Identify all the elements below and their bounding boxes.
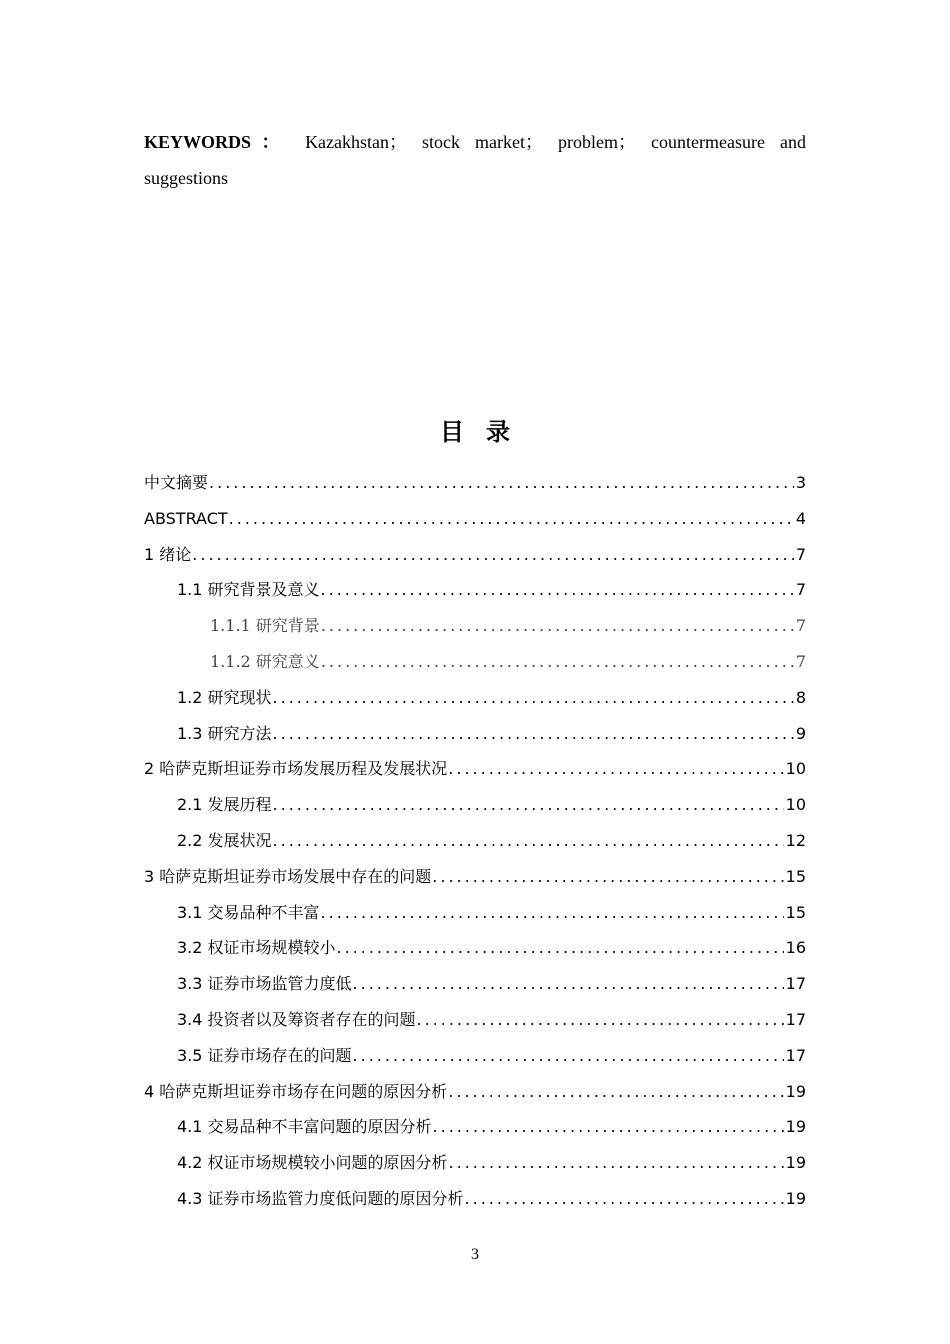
- toc-entry-page: 8: [795, 687, 806, 707]
- toc-dot-leader: [417, 1002, 784, 1038]
- toc-entry[interactable]: [144, 608, 806, 644]
- toc-entry-title: 1 绪论: [144, 544, 192, 564]
- table-of-contents: [144, 465, 806, 1217]
- toc-dot-leader: [448, 751, 783, 787]
- toc-dot-leader: [465, 1181, 784, 1217]
- toc-entry-title: 1.2 研究现状: [177, 687, 272, 707]
- toc-dot-leader: [321, 644, 794, 680]
- toc-entry[interactable]: [144, 716, 806, 752]
- toc-entry-page: 17: [785, 1045, 806, 1065]
- toc-dot-leader: [321, 895, 784, 931]
- toc-entry-title: 4.3 证券市场监管力度低问题的原因分析: [177, 1188, 464, 1208]
- toc-entry-page: 17: [785, 1009, 806, 1029]
- toc-entry-title: 2.1 发展历程: [177, 795, 272, 815]
- toc-entry[interactable]: [144, 537, 806, 573]
- toc-entry-page: 17: [785, 974, 806, 994]
- toc-entry-page: 15: [785, 866, 806, 886]
- toc-entry-page: 12: [785, 830, 806, 850]
- toc-entry[interactable]: [144, 1038, 806, 1074]
- toc-entry-title: 3.4 投资者以及筹资者存在的问题: [177, 1009, 416, 1029]
- toc-entry[interactable]: [144, 787, 806, 823]
- toc-title: 目录: [440, 418, 532, 446]
- keywords-label: KEYWORDS：: [144, 132, 291, 152]
- toc-dot-leader: [433, 1109, 784, 1145]
- toc-entry-page: 19: [785, 1117, 806, 1137]
- toc-entry[interactable]: [144, 895, 806, 931]
- toc-entry-page: 9: [795, 723, 806, 743]
- toc-entry[interactable]: [144, 930, 806, 966]
- toc-entry[interactable]: [144, 1145, 806, 1181]
- toc-entry-title: 2 哈萨克斯坦证券市场发展历程及发展状况: [144, 759, 448, 779]
- toc-dot-leader: [192, 537, 794, 573]
- toc-entry[interactable]: [144, 859, 806, 895]
- toc-entry[interactable]: [144, 751, 806, 787]
- toc-entry-title: ABSTRACT: [144, 508, 228, 528]
- toc-entry-page: 7: [795, 544, 806, 564]
- toc-entry-page: 7: [795, 580, 806, 600]
- toc-entry-page: 7: [795, 651, 806, 671]
- toc-entry-page: 3: [795, 473, 806, 492]
- toc-entry-title: 1.1 研究背景及意义: [177, 580, 320, 600]
- toc-dot-leader: [337, 930, 784, 966]
- page-number: 3: [471, 1246, 479, 1263]
- toc-entry-title: 中文摘要: [144, 473, 209, 492]
- toc-entry[interactable]: [144, 1109, 806, 1145]
- keywords-text: Kazakhstan； stock market； problem； countermeasure and suggestions: [144, 132, 806, 188]
- toc-dot-leader: [353, 966, 784, 1002]
- toc-entry[interactable]: [144, 823, 806, 859]
- toc-entry-title: 4 哈萨克斯坦证券市场存在问题的原因分析: [144, 1081, 448, 1101]
- toc-entry[interactable]: [144, 966, 806, 1002]
- toc-dot-leader: [432, 859, 783, 895]
- toc-entry-page: 10: [785, 759, 806, 779]
- toc-entry[interactable]: [144, 1074, 806, 1110]
- toc-entry-title: 3.5 证券市场存在的问题: [177, 1045, 352, 1065]
- toc-entry-title: 3.1 交易品种不丰富: [177, 902, 320, 922]
- toc-entry[interactable]: [144, 644, 806, 680]
- toc-entry-page: 19: [785, 1188, 806, 1208]
- toc-dot-leader: [209, 465, 794, 501]
- toc-dot-leader: [229, 501, 794, 537]
- toc-entry[interactable]: [144, 680, 806, 716]
- toc-entry-title: 3 哈萨克斯坦证券市场发展中存在的问题: [144, 866, 432, 886]
- toc-entry[interactable]: [144, 1181, 806, 1217]
- toc-dot-leader: [353, 1038, 784, 1074]
- toc-entry-title: 4.2 权证市场规模较小问题的原因分析: [177, 1153, 448, 1173]
- toc-entry-page: 19: [785, 1081, 806, 1101]
- toc-entry-page: 19: [785, 1153, 806, 1173]
- keywords-paragraph: [144, 124, 806, 196]
- toc-dot-leader: [321, 608, 794, 644]
- toc-entry[interactable]: [144, 1002, 806, 1038]
- toc-entry-title: 1.1.2 研究意义: [210, 651, 320, 671]
- toc-dot-leader: [448, 1074, 783, 1110]
- toc-entry-title: 1.1.1 研究背景: [210, 616, 320, 636]
- toc-entry-title: 4.1 交易品种不丰富问题的原因分析: [177, 1117, 432, 1137]
- toc-dot-leader: [321, 572, 794, 608]
- toc-dot-leader: [273, 716, 794, 752]
- toc-entry[interactable]: [144, 465, 806, 501]
- toc-entry-title: 3.3 证券市场监管力度低: [177, 974, 352, 994]
- toc-entry-title: 2.2 发展状况: [177, 830, 272, 850]
- toc-entry[interactable]: [144, 572, 806, 608]
- toc-dot-leader: [273, 823, 784, 859]
- toc-entry-title: 1.3 研究方法: [177, 723, 272, 743]
- toc-entry[interactable]: [144, 501, 806, 537]
- toc-entry-page: 16: [785, 938, 806, 958]
- toc-entry-title: 3.2 权证市场规模较小: [177, 938, 336, 958]
- toc-entry-page: 15: [785, 902, 806, 922]
- toc-entry-page: 7: [795, 616, 806, 636]
- toc-dot-leader: [273, 787, 784, 823]
- toc-dot-leader: [449, 1145, 784, 1181]
- toc-entry-page: 4: [795, 508, 806, 528]
- toc-entry-page: 10: [785, 795, 806, 815]
- toc-dot-leader: [273, 680, 794, 716]
